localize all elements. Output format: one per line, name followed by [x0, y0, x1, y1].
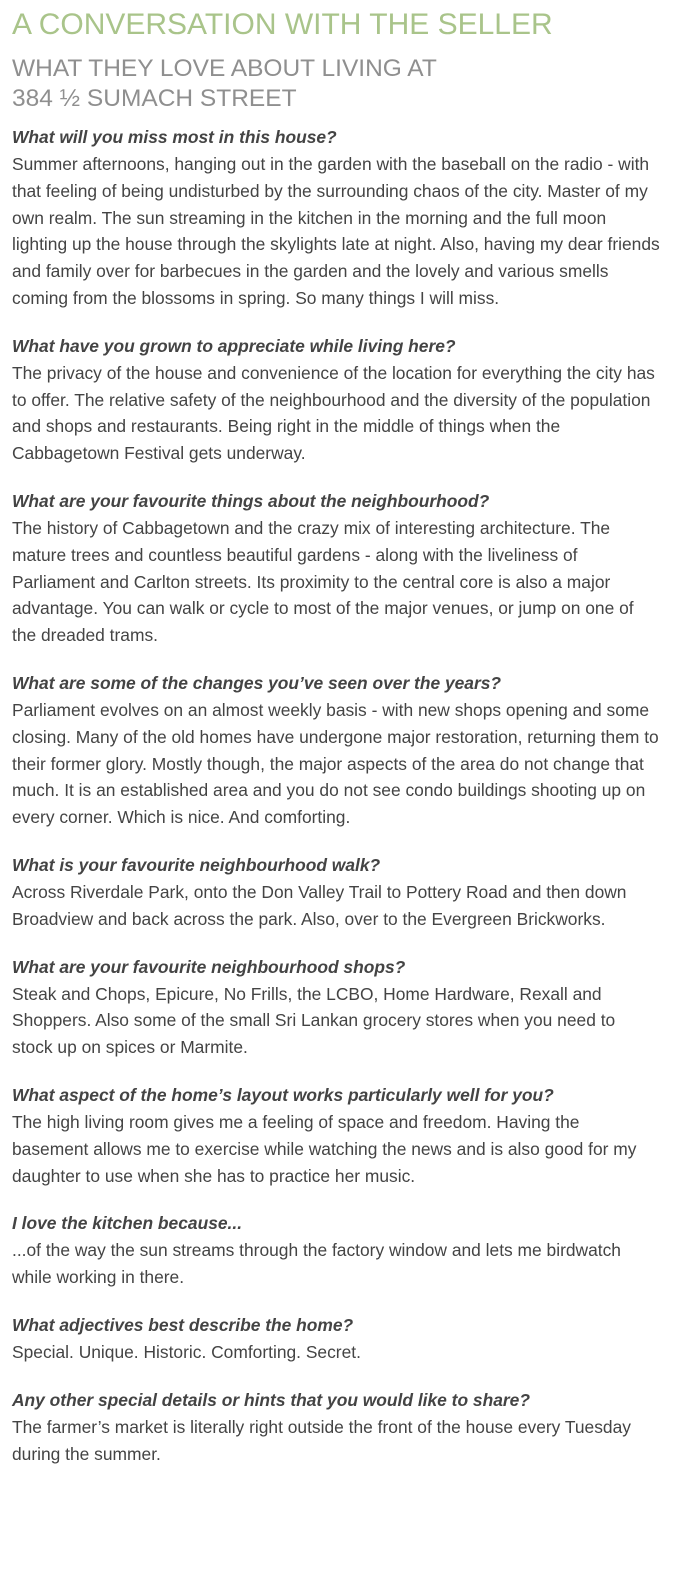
answer: The history of Cabbagetown and the crazy mix of interesting architecture. The mature trees and countless beautiful gardens - along with the liveliness of Parliament and Carlton streets. Its proximity to the central core is also a major advantage. You can walk or cycle to most of the major venues, or jump on one of the dreaded trams.: [12, 517, 634, 646]
answer: The high living room gives me a feeling of space and freedom. Having the basement allows me to exercise while watching the news and is also good for my daughter to use when she has to practice her music.: [12, 1111, 637, 1186]
question: What aspect of the home’s layout works particularly well for you?: [12, 1084, 554, 1105]
answer: Across Riverdale Park, onto the Don Valley Trail to Pottery Road and then down Broadview and back across the park. Also, over to the Evergreen Brickworks.: [12, 881, 627, 929]
qa-item: [12, 1082, 660, 1189]
qa-item: [12, 852, 660, 933]
qa-list: [12, 124, 660, 1467]
qa-item: [12, 124, 660, 312]
question: What adjectives best describe the home?: [12, 1314, 354, 1335]
question: What are some of the changes you’ve seen over the years?: [12, 672, 502, 693]
answer: The farmer’s market is literally right outside the front of the house every Tuesday during the summer.: [12, 1416, 631, 1464]
answer: Parliament evolves on an almost weekly basis - with new shops opening and some closing. Many of the old homes have undergone major restoration, returning them to their former glory. Mostly though, the major aspects of the area do not change that much. It is an established area and you do not see condo buildings shooting up on every corner. Which is nice. And comforting.: [12, 699, 659, 828]
question: Any other special details or hints that you would like to share?: [12, 1389, 530, 1410]
subtitle-line-1: WHAT THEY LOVE ABOUT LIVING AT: [12, 55, 437, 82]
question: What will you miss most in this house?: [12, 127, 337, 147]
qa-item: [12, 954, 660, 1061]
answer: ...of the way the sun streams through the factory window and lets me birdwatch while working in there.: [12, 1240, 621, 1288]
answer: The privacy of the house and convenience of the location for everything the city has to offer. The relative safety of the neighbourhood and the diversity of the population and shops and restaurants. Being right in the middle of things when the Cabbagetown Festival gets underway.: [12, 362, 655, 464]
qa-item: [12, 670, 660, 831]
answer: Special. Unique. Historic. Comforting. Secret.: [12, 1341, 361, 1362]
question: I love the kitchen because...: [12, 1213, 243, 1234]
subtitle-line-2: 384 ½ SUMACH STREET: [12, 85, 297, 112]
answer: Steak and Chops, Epicure, No Frills, the LCBO, Home Hardware, Rexall and Shoppers. Also some of the small Sri Lankan grocery stores when you need to stock up on spices or Marmite.: [12, 983, 616, 1058]
page-title: A CONVERSATION WITH THE SELLER: [12, 8, 553, 41]
qa-item: [12, 1312, 660, 1366]
qa-item: [12, 1387, 660, 1468]
question: What have you grown to appreciate while living here?: [12, 335, 456, 356]
qa-item: [12, 1210, 660, 1291]
question: What are your favourite neighbourhood shops?: [12, 956, 406, 977]
page-subtitle: [12, 54, 660, 114]
question: What are your favourite things about the neighbourhood?: [12, 490, 490, 511]
answer: Summer afternoons, hanging out in the garden with the baseball on the radio - with that feeling of being undisturbed by the surrounding chaos of the city. Master of my own realm. The sun streaming in the kitchen in the morning and the full moon lighting up the house through the skylights late at night. Also, having my dear friends and family over for barbecues in the garden and the lovely and various smells coming from the blossoms in spring. So many things I will miss.: [12, 154, 660, 308]
question: What is your favourite neighbourhood walk?: [12, 854, 381, 875]
qa-item: [12, 488, 660, 649]
qa-item: [12, 333, 660, 467]
